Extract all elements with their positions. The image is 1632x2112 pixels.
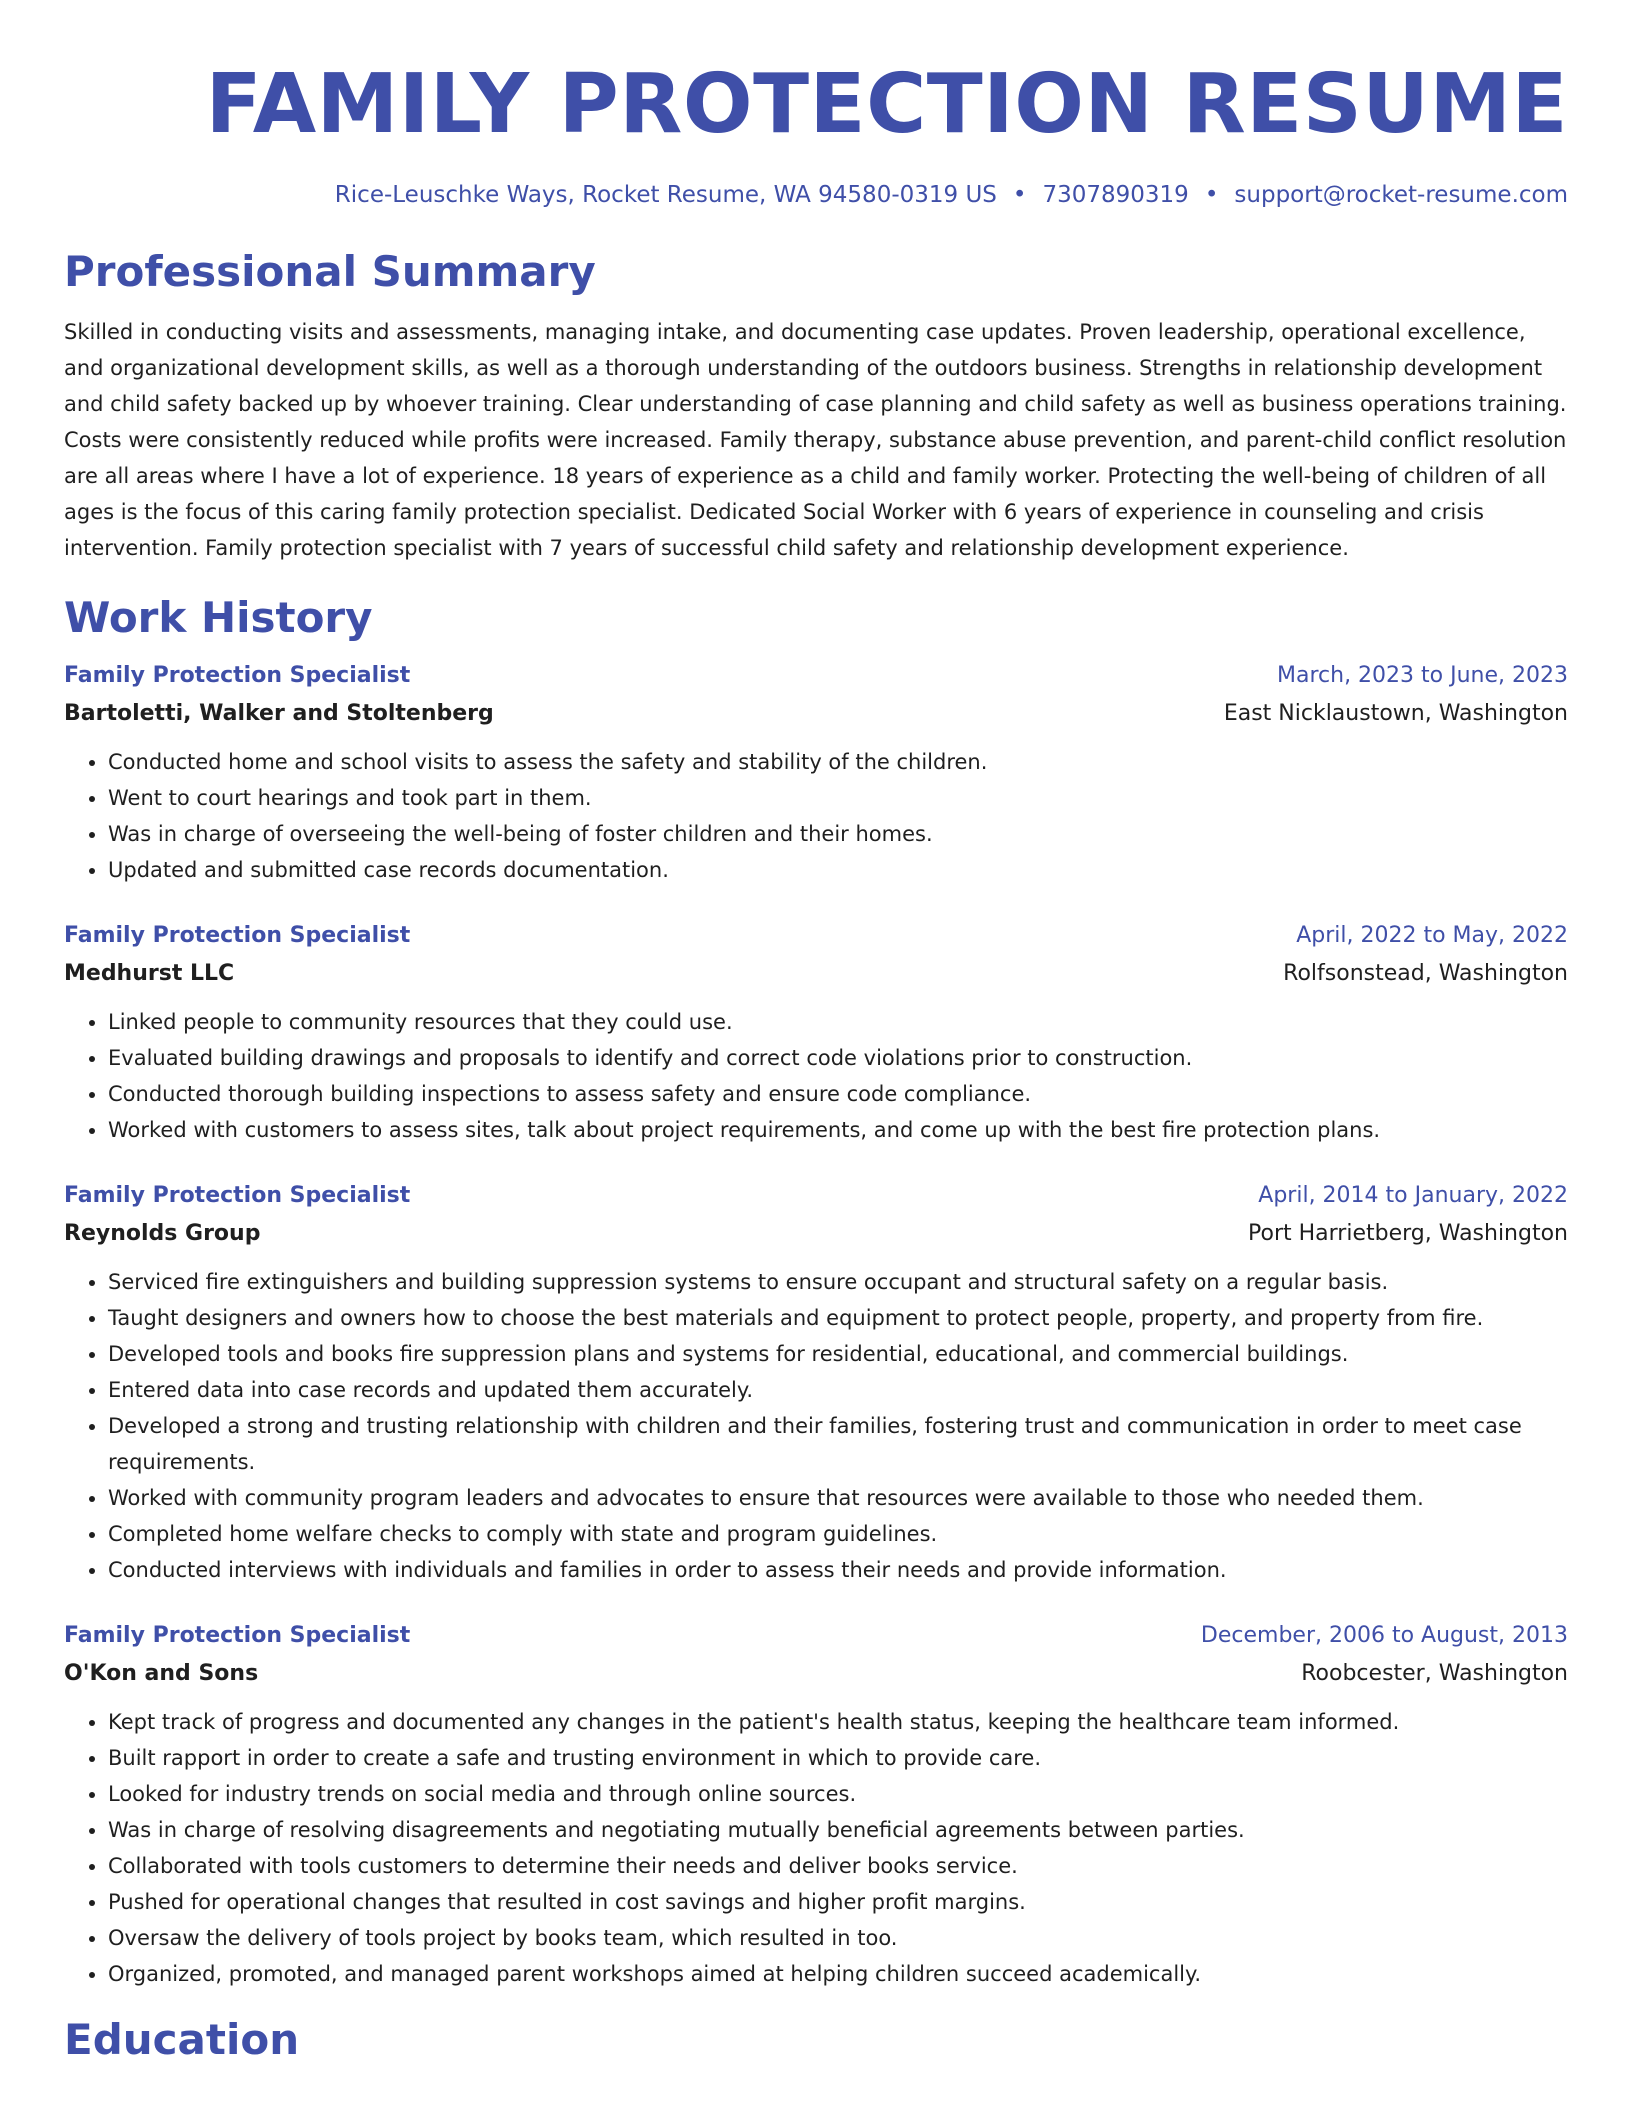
job-bullet: • Was in charge of overseeing the well-being of foster children and their homes. [108, 816, 1568, 852]
job-company: Medhurst LLC [64, 961, 235, 986]
job-dates: March, 2023 to June, 2023 [1277, 663, 1568, 688]
contact-separator: • [1012, 182, 1027, 208]
job-bullet: • Developed a strong and trusting relationship with children and their families, fostering trust and communication in order to meet case requirements. [108, 1408, 1568, 1480]
work-history-heading: Work History [64, 593, 373, 642]
job-location: East Nicklaustown, Washington [1223, 701, 1568, 726]
job-bullet: • Went to court hearings and took part in them. [108, 780, 1568, 816]
job-bullet: • Linked people to community resources that they could use. [108, 1004, 1568, 1040]
job-dates: April, 2014 to January, 2022 [1258, 1183, 1568, 1208]
job-bullet: • Kept track of progress and documented any changes in the patient's health status, keeping the healthcare team informed. [108, 1704, 1568, 1740]
job-bullet: • Organized, promoted, and managed parent workshops aimed at helping children succeed academically. [108, 1956, 1568, 1992]
job-location: Roobcester, Washington [1301, 1661, 1568, 1686]
job-bullet: • Conducted thorough building inspections to assess safety and ensure code compliance. [108, 1076, 1568, 1112]
job-bullets [64, 1004, 1568, 1148]
job-bullet: • Completed home welfare checks to comply with state and program guidelines. [108, 1516, 1568, 1552]
job-role: Family Protection Specialist [64, 663, 411, 688]
job-bullet: • Collaborated with tools customers to determine their needs and deliver books service. [108, 1848, 1568, 1884]
work-history-list [64, 660, 1568, 1992]
job-role: Family Protection Specialist [64, 1183, 411, 1208]
summary-text: Skilled in conducting visits and assessments, managing intake, and documenting case updates. Proven leadership, operational excellence, and organizational development skills, as well as a thorough understanding of the outdoors business. Strengths in relationship development and child safety backed up by whoever training. Clear understanding of case planning and child safety as well as business operations training. Costs were consistently reduced while profits were increased. Family therapy, substance abuse prevention, and parent-child conflict resolution are all areas where I have a lot of experience. 18 years of experience as a child and family worker. Protecting the well-being of children of all ages is the focus of this caring family protection specialist. Dedicated Social Worker with 6 years of experience in counseling and crisis intervention. Family protection specialist with 7 years of successful child safety and relationship development experience. [64, 320, 1567, 560]
job-bullet: • Worked with customers to assess sites, talk about project requirements, and come up with the best fire protection plans. [108, 1112, 1568, 1148]
job-bullets [64, 744, 1568, 888]
job-bullet: • Was in charge of resolving disagreements and negotiating mutually beneficial agreements between parties. [108, 1812, 1568, 1848]
job-entry [64, 660, 1568, 888]
job-location: Rolfsonstead, Washington [1283, 961, 1568, 986]
job-entry [64, 1620, 1568, 1992]
job-dates: December, 2006 to August, 2013 [1200, 1623, 1568, 1648]
job-entry [64, 920, 1568, 1148]
job-bullet: • Worked with community program leaders and advocates to ensure that resources were available to those who needed them. [108, 1480, 1568, 1516]
job-bullet: • Serviced fire extinguishers and building suppression systems to ensure occupant and structural safety on a regular basis. [108, 1264, 1568, 1300]
job-bullet: • Evaluated building drawings and proposals to identify and correct code violations prior to construction. [108, 1040, 1568, 1076]
contact-line [64, 180, 1568, 210]
job-bullet: • Pushed for operational changes that resulted in cost savings and higher profit margins. [108, 1884, 1568, 1920]
resume-page [64, 0, 1568, 2066]
job-role: Family Protection Specialist [64, 923, 411, 948]
job-bullet: • Conducted interviews with individuals and families in order to assess their needs and provide information. [108, 1552, 1568, 1588]
job-bullet: • Oversaw the delivery of tools project by books team, which resulted in too. [108, 1920, 1568, 1956]
job-bullet: • Built rapport in order to create a safe and trusting environment in which to provide care. [108, 1740, 1568, 1776]
job-company: O'Kon and Sons [64, 1661, 259, 1686]
document-title: FAMILY PROTECTION RESUME [205, 57, 1568, 152]
contact-address: Rice-Leuschke Ways, Rocket Resume, WA 94580-0319 US [334, 182, 997, 208]
job-dates: April, 2022 to May, 2022 [1296, 923, 1568, 948]
job-bullet: • Developed tools and books fire suppression plans and systems for residential, educational, and commercial buildings. [108, 1336, 1568, 1372]
job-bullet: • Entered data into case records and updated them accurately. [108, 1372, 1568, 1408]
job-location: Port Harrietberg, Washington [1248, 1221, 1568, 1246]
summary-heading: Professional Summary [64, 247, 596, 296]
education-heading: Education [64, 2015, 300, 2064]
job-company: Bartoletti, Walker and Stoltenberg [64, 701, 494, 726]
job-entry [64, 1180, 1568, 1588]
job-bullet: • Updated and submitted case records documentation. [108, 852, 1568, 888]
contact-separator: • [1204, 182, 1219, 208]
job-bullets [64, 1704, 1568, 1992]
job-bullet: • Taught designers and owners how to choose the best materials and equipment to protect people, property, and property from fire. [108, 1300, 1568, 1336]
job-bullets [64, 1264, 1568, 1588]
job-company: Reynolds Group [64, 1221, 261, 1246]
contact-email[interactable]: support@rocket-resume.com [1234, 182, 1568, 208]
job-bullet: • Conducted home and school visits to assess the safety and stability of the children. [108, 744, 1568, 780]
job-bullet: • Looked for industry trends on social media and through online sources. [108, 1776, 1568, 1812]
job-role: Family Protection Specialist [64, 1623, 411, 1648]
contact-phone: 7307890319 [1042, 182, 1189, 208]
